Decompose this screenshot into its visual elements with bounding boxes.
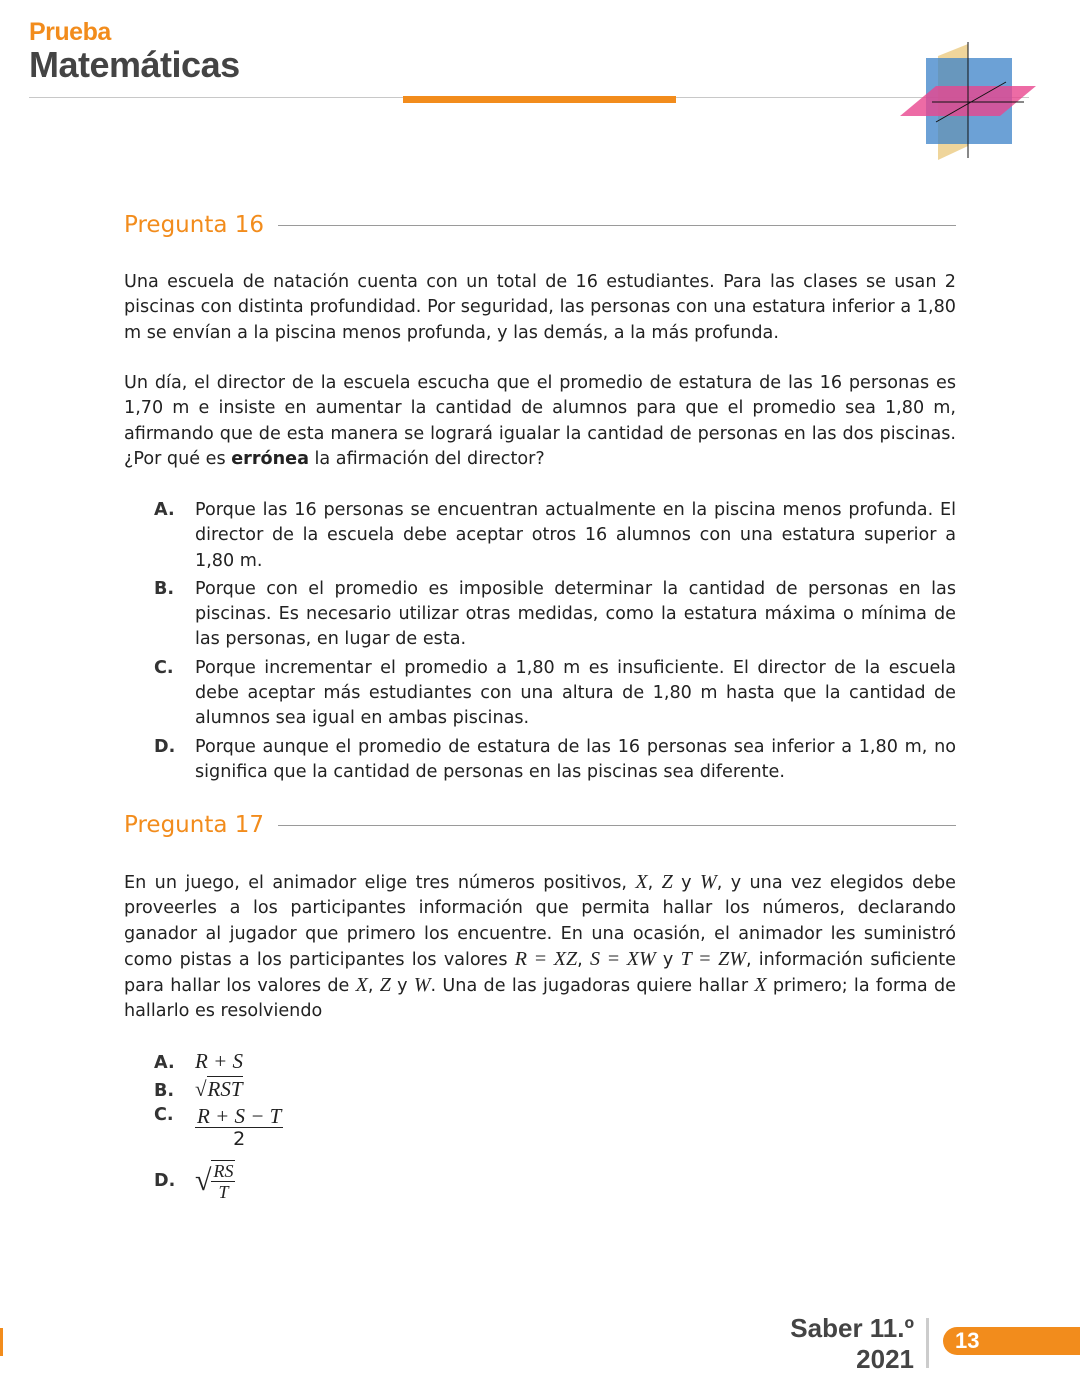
option-letter: C.	[154, 657, 174, 678]
footer-year: 2021	[856, 1344, 914, 1374]
math-var: X	[355, 974, 368, 997]
sqrt-icon: √	[195, 1077, 207, 1101]
footer-left-tick	[0, 1328, 3, 1356]
option-16-a[interactable]	[154, 498, 956, 574]
question-17-paragraph	[124, 870, 956, 1025]
option-letter: B.	[154, 578, 175, 599]
q17-text: primero; la forma de hallarlo es resolviendo	[124, 976, 956, 1022]
footer-divider	[926, 1318, 929, 1368]
option-letter: D.	[154, 736, 176, 757]
math-var: X	[754, 974, 767, 997]
math-equation: T = ZW	[680, 947, 746, 970]
sqrt-icon: √	[195, 1164, 212, 1197]
option-16-d[interactable]	[154, 735, 956, 786]
question-16-bold-word: errónea	[231, 448, 309, 469]
option-radicand: RST	[207, 1077, 243, 1101]
option-17-d[interactable]	[154, 1160, 235, 1202]
q17-text: . Una de las jugadoras quiere hallar	[430, 976, 755, 997]
question-16-text-b: la afirmación del director?	[308, 448, 545, 469]
page-number: 13	[955, 1328, 980, 1353]
question-16-paragraph-1: Una escuela de natación cuenta con un total de 16 estudiantes. Para las clases se usan 2 piscinas con distinta profundidad. Por seguridad, las personas con una estatura inferior a 1,80 m se envían a la piscina menos profunda, y las demás, a la más profunda.	[124, 272, 956, 343]
option-text: Porque las 16 personas se encuentran actualmente en la piscina menos profunda. El director de la escuela debe aceptar otros 16 alumnos con una estatura superior a 1,80 m.	[195, 500, 956, 571]
q17-text: , información suficiente para hallar los valores de	[124, 949, 956, 997]
fraction-numerator: RS	[213, 1161, 234, 1181]
fraction-numerator: R + S − T	[197, 1104, 282, 1128]
coordinate-planes-icon	[896, 38, 1046, 163]
q17-text: y	[390, 976, 414, 997]
option-text: Porque aunque el promedio de estatura de las 16 personas sea inferior a 1,80 m, no significa que la cantidad de personas en las piscinas sea diferente.	[195, 736, 956, 782]
option-16-c[interactable]	[154, 656, 956, 732]
math-equation: R = XZ	[514, 947, 578, 970]
question-17-title: Pregunta 17	[124, 812, 278, 838]
option-letter: A.	[154, 500, 175, 520]
option-17-a[interactable]	[154, 1049, 243, 1074]
question-17-header	[124, 810, 956, 840]
option-17-b[interactable]	[154, 1077, 243, 1102]
math-equation: S = XW	[589, 947, 656, 970]
option-letter: C.	[154, 1105, 174, 1125]
fraction-denominator: 2	[233, 1128, 246, 1150]
q17-text: , y una vez elegidos debe proveerles a los participantes información que permita hallar los números, declarando ganador al jugador que primero los encuentre. En una ocasión, el animador les suministró como pistas a los participantes los valores	[124, 873, 957, 970]
math-var: W	[413, 974, 431, 997]
q17-text: y	[655, 949, 681, 970]
q17-text: En un juego, el animador elige tres números positivos,	[124, 873, 636, 893]
fraction-denominator: T	[218, 1182, 229, 1202]
page-title: Matemáticas	[29, 44, 240, 85]
option-letter: B.	[154, 1081, 175, 1101]
question-16-header	[124, 210, 956, 240]
question-16-text-a: Un día, el director de la escuela escucha que el promedio de estatura de las 16 personas es 1,70 m e insiste en aumentar la cantidad de alumnos para que el promedio sea 1,80 m, afirmando que de esta manera se logrará igualar la cantidad de personas en las dos piscinas. ¿Por qué es	[124, 373, 956, 469]
q17-text: ,	[577, 949, 590, 970]
option-letter: A.	[154, 1053, 175, 1073]
option-17-c[interactable]	[154, 1105, 283, 1150]
header-accent-bar	[403, 96, 676, 103]
option-expression: R + S	[195, 1049, 243, 1073]
option-fraction	[195, 1105, 283, 1150]
option-text: Porque con el promedio es imposible determinar la cantidad de personas en las piscinas. Es necesario utilizar otras medidas, como la estatura máxima o mínima de las personas, en lugar de esta.	[195, 578, 956, 650]
option-fraction	[211, 1160, 235, 1202]
header-label: Prueba	[29, 18, 111, 46]
q17-text: ,	[367, 976, 380, 997]
option-text: Porque incrementar el promedio a 1,80 m es insuficiente. El director de la escuela debe aceptar más estudiantes con una altura de 1,80 m hasta que la cantidad de alumnos sea igual en ambas piscinas.	[195, 657, 956, 729]
math-var: Z	[661, 871, 673, 893]
math-var: W	[700, 871, 717, 893]
question-16-options	[154, 498, 956, 788]
math-var: X	[635, 871, 648, 893]
footer-saber: Saber 11.º	[790, 1313, 914, 1343]
question-16-paragraph-2	[124, 371, 956, 472]
q17-text: ,	[647, 873, 662, 893]
q17-text: y	[672, 873, 701, 893]
math-var: Z	[379, 974, 391, 997]
option-letter: D.	[154, 1171, 176, 1191]
option-16-b[interactable]	[154, 577, 956, 653]
question-16-title: Pregunta 16	[124, 212, 278, 238]
